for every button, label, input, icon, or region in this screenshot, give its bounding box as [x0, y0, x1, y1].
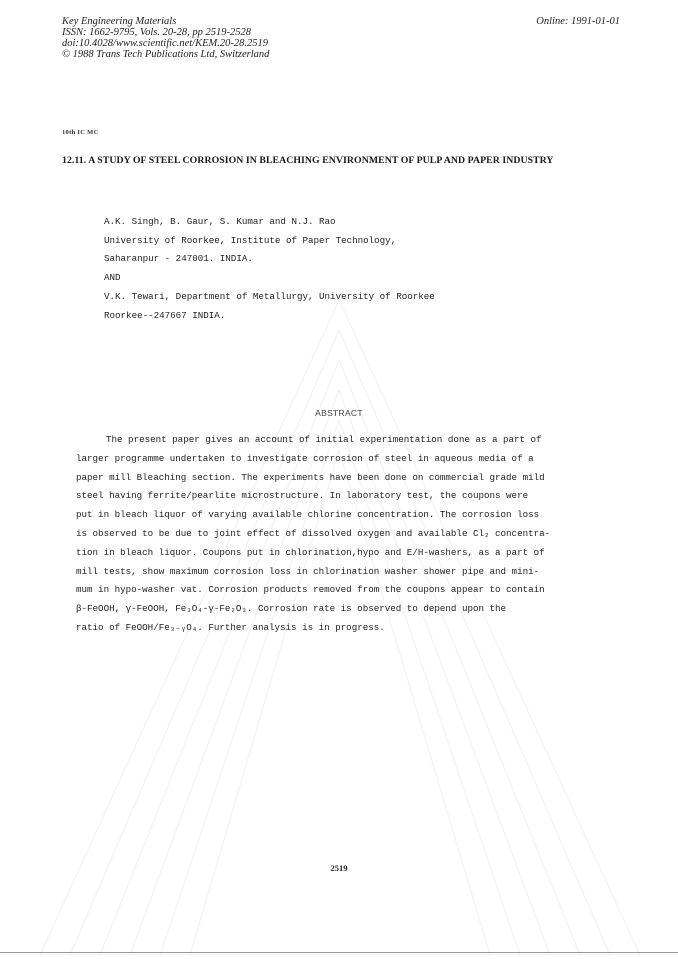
abstract-heading: ABSTRACT — [315, 408, 363, 418]
abstract-line: ratio of FeOOH/Fe₃₋ᵧO₄. Further analysis is in progress. — [76, 621, 385, 633]
abstract-body — [76, 431, 606, 638]
journal-name: Key Engineering Materials — [62, 16, 177, 27]
abstract-line: β-FeOOH, γ-FeOOH, Fe₃O₄-γ-Fe₂O₃. Corrosion rate is observed to depend upon the — [76, 603, 507, 615]
doi-line: doi:10.4028/www.scientific.net/KEM.20-28.2519 — [62, 38, 268, 49]
issn-line: ISSN: 1662-9795, Vols. 20-28, pp 2519-2528 — [62, 27, 251, 38]
abstract-line: larger programme undertaken to investigate corrosion of steel in aqueous media of a — [76, 452, 534, 464]
abstract-line: put in bleach liquor of varying available chlorine concentration. The corrosion loss — [76, 509, 540, 521]
abstract-line: mill tests, show maximum corrosion loss in chlorination washer shower pipe and mini- — [76, 565, 540, 577]
abstract-line: steel having ferrite/pearlite microstructure. In laboratory test, the coupons were — [76, 490, 529, 502]
abstract-line: mum in hypo-washer vat. Corrosion products removed from the coupons appear to contain — [76, 584, 545, 596]
affiliation-line: Roorkee--247667 INDIA. — [104, 309, 226, 321]
affiliation-line: Saharanpur - 247001. INDIA. — [104, 253, 253, 265]
affiliation-conjunction: AND — [104, 272, 121, 284]
session-label: 10th IC MC — [62, 129, 99, 136]
author-names: A.K. Singh, B. Gaur, S. Kumar and N.J. Rao — [104, 216, 336, 227]
paper-title: 12.11. A STUDY OF STEEL CORROSION IN BLEACHING ENVIRONMENT OF PULP AND PAPER INDUSTRY — [62, 155, 554, 166]
journal-header — [62, 16, 269, 60]
copyright-line: © 1988 Trans Tech Publications Ltd, Switzerland — [62, 49, 270, 60]
author-block — [104, 213, 435, 325]
abstract-line: paper mill Bleaching section. The experiments have been done on commercial grade mild — [76, 471, 545, 483]
page-number: 2519 — [330, 863, 348, 873]
affiliation-line: V.K. Tewari, Department of Metallurgy, University of Roorkee — [104, 290, 435, 302]
online-date: Online: 1991-01-01 — [536, 16, 620, 27]
abstract-line: is observed to be due to joint effect of dissolved oxygen and available Cl₂ concentra- — [76, 527, 551, 539]
abstract-line: The present paper gives an account of initial experimentation done as a part of — [106, 434, 542, 445]
abstract-line: tion in bleach liquor. Coupons put in chlorination,hypo and E/H-washers, as a part of — [76, 546, 545, 558]
affiliation-line: University of Roorkee, Institute of Paper Technology, — [104, 234, 397, 246]
bottom-rule — [0, 952, 678, 953]
